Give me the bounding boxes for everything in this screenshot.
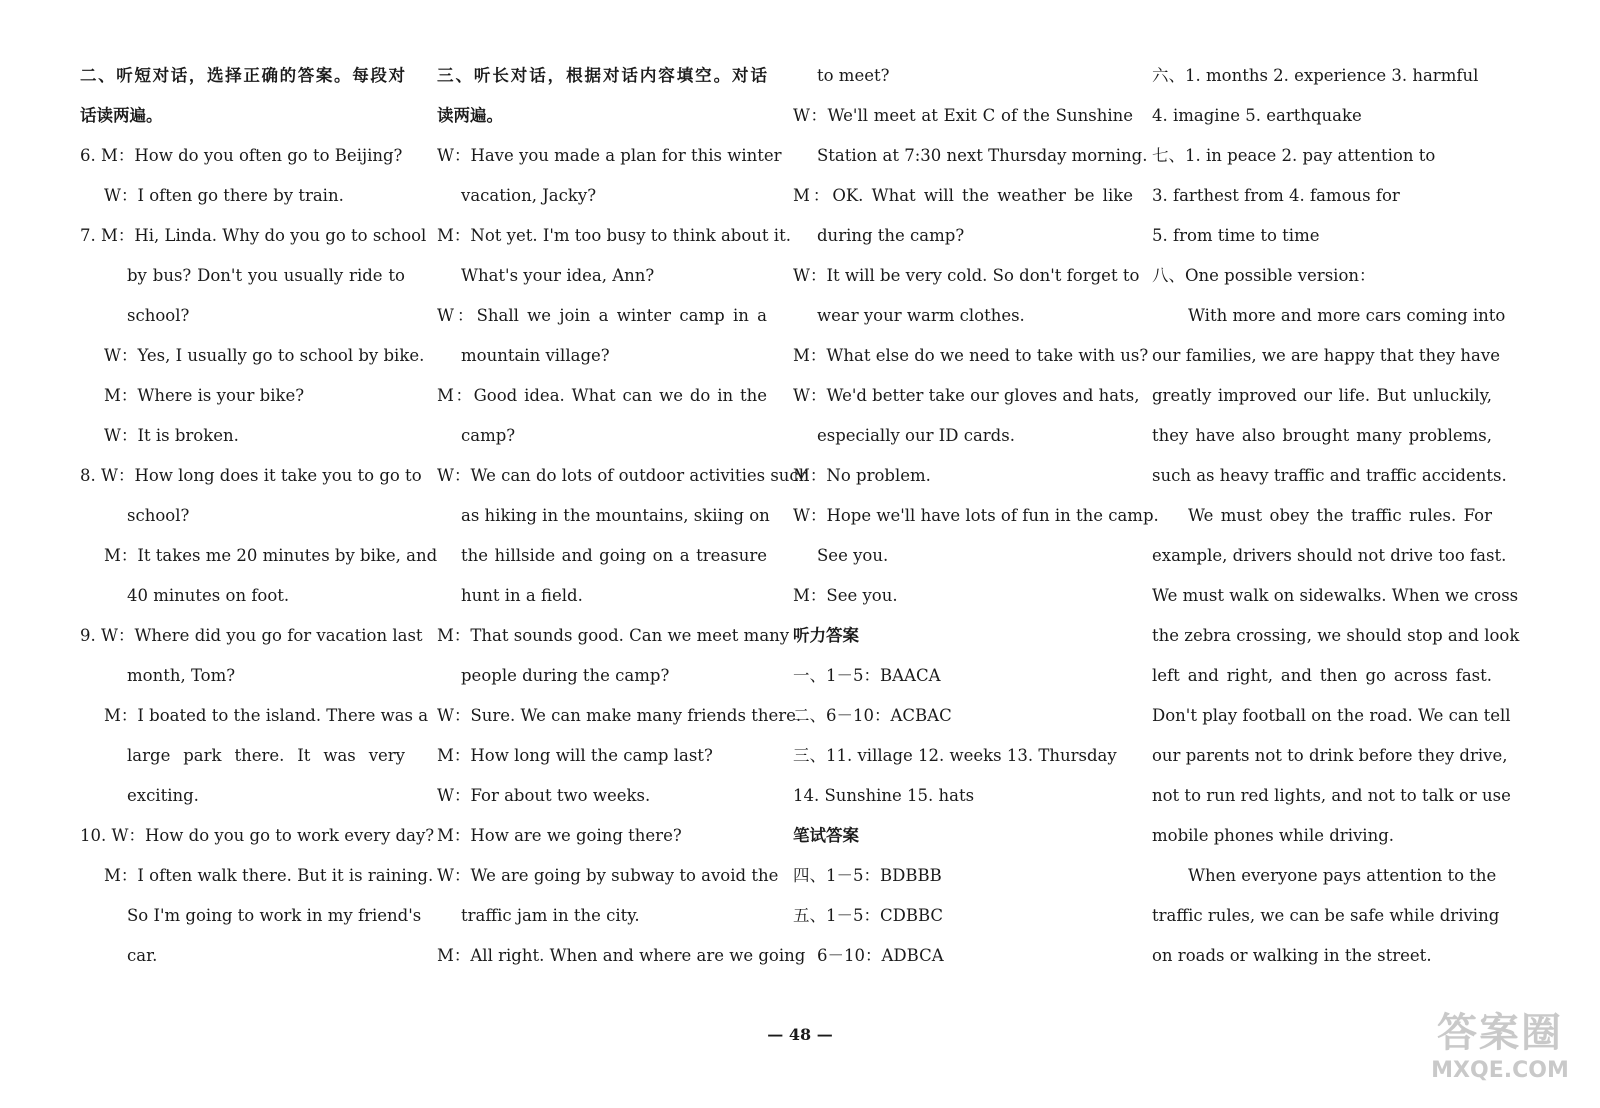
- text-line: 4. imagine 5. earthquake: [1152, 106, 1362, 125]
- text-line: 二、听短对话，选择正确的答案。每段对: [80, 66, 405, 85]
- text-line: 三、听长对话，根据对话内容填空。对话: [437, 66, 767, 85]
- text-line: 7. M：Hi, Linda. Why do you go to school: [80, 226, 427, 245]
- text-line: hunt in a field.: [461, 586, 583, 605]
- text-line: We must walk on sidewalks. When we cross: [1152, 586, 1519, 605]
- text-line: 八、One possible version：: [1152, 266, 1376, 285]
- watermark-top: 答案圈: [1437, 1010, 1563, 1056]
- text-line: people during the camp?: [461, 666, 670, 685]
- text-line: greatly improved our life. But unluckily,: [1152, 386, 1492, 405]
- text-line: the zebra crossing, we should stop and look: [1152, 626, 1520, 645]
- text-line: school?: [127, 506, 190, 525]
- text-line: 三、11. village 12. weeks 13. Thursday: [793, 746, 1117, 765]
- text-line: Station at 7:30 next Thursday morning.: [817, 146, 1148, 165]
- text-line: M：How are we going there?: [437, 826, 682, 845]
- text-line: to meet?: [817, 66, 890, 85]
- text-line: M：No problem.: [793, 466, 931, 485]
- text-line: 四、1－5：BDBBB: [793, 866, 942, 885]
- text-line: W：It will be very cold. So don't forget to: [793, 266, 1140, 285]
- text-line: vacation, Jacky?: [461, 186, 597, 205]
- column-3: [793, 56, 1159, 976]
- text-line: 14. Sunshine 15. hats: [793, 786, 975, 805]
- text-line: 七、1. in peace 2. pay attention to: [1152, 146, 1436, 165]
- text-line: W：Yes, I usually go to school by bike.: [104, 346, 425, 365]
- text-line: 6. M：How do you often go to Beijing?: [80, 146, 403, 165]
- text-line: 笔试答案: [793, 826, 859, 845]
- text-line: the hillside and going on a treasure: [461, 546, 767, 565]
- text-line: traffic jam in the city.: [461, 906, 640, 925]
- text-line: M：See you.: [793, 586, 898, 605]
- text-line: such as heavy traffic and traffic accidents.: [1152, 466, 1507, 485]
- text-line: 6－10：ADBCA: [817, 946, 944, 965]
- text-line: M：What else do we need to take with us?: [793, 346, 1149, 365]
- text-line: especially our ID cards.: [817, 426, 1015, 445]
- text-line: With more and more cars coming into: [1188, 306, 1506, 325]
- text-line: 5. from time to time: [1152, 226, 1320, 245]
- text-line: month, Tom?: [127, 666, 236, 685]
- text-line: car.: [127, 946, 158, 965]
- text-line: M：How long will the camp last?: [437, 746, 713, 765]
- watermark-bottom: MXQE.COM: [1431, 1058, 1569, 1083]
- text-line: Don't play football on the road. We can tell: [1152, 706, 1511, 725]
- text-line: W：We'd better take our gloves and hats,: [793, 386, 1140, 405]
- column-1: [80, 56, 438, 976]
- text-line: our parents not to drink before they drive,: [1152, 746, 1508, 765]
- text-line: W：We can do lots of outdoor activities such: [437, 466, 810, 485]
- text-line: by bus? Don't you usually ride to: [127, 266, 405, 285]
- text-line: M：Where is your bike?: [104, 386, 305, 405]
- text-line: W：We are going by subway to avoid the: [437, 866, 779, 885]
- text-line: left and right, and then go across fast.: [1152, 666, 1492, 685]
- text-line: they have also brought many problems,: [1152, 426, 1492, 445]
- text-line: traffic rules, we can be safe while driving: [1152, 906, 1500, 925]
- text-line: M：Not yet. I'm too busy to think about it.: [437, 226, 791, 245]
- text-line: W：We'll meet at Exit C of the Sunshine: [793, 106, 1133, 125]
- text-line: not to run red lights, and not to talk or use: [1152, 786, 1511, 805]
- text-line: during the camp?: [817, 226, 965, 245]
- text-line: 二、6－10：ACBAC: [793, 706, 952, 725]
- text-line: mountain village?: [461, 346, 610, 365]
- text-line: camp?: [461, 426, 516, 445]
- text-line: 读两遍。: [437, 106, 503, 125]
- text-line: W：Shall we join a winter camp in a: [437, 306, 767, 325]
- page-number: — 48 —: [767, 1025, 833, 1044]
- text-line: 五、1－5：CDBBC: [793, 906, 944, 925]
- text-line: mobile phones while driving.: [1152, 826, 1395, 845]
- text-line: M：That sounds good. Can we meet many: [437, 626, 790, 645]
- text-line: M：I often walk there. But it is raining.: [104, 866, 434, 885]
- text-line: school?: [127, 306, 190, 325]
- column-2: [437, 56, 810, 976]
- text-line: 话读两遍。: [80, 106, 163, 125]
- text-line: 一、1－5：BAACA: [793, 666, 941, 685]
- text-line: 六、1. months 2. experience 3. harmful: [1152, 66, 1479, 85]
- text-line: 3. farthest from 4. famous for: [1152, 186, 1400, 205]
- text-line: wear your warm clothes.: [817, 306, 1025, 325]
- text-line: M：OK. What will the weather be like: [793, 186, 1133, 205]
- text-line: W：Sure. We can make many friends there.: [437, 706, 802, 725]
- text-line: large park there. It was very: [127, 746, 405, 765]
- watermark-logo: [1420, 1008, 1580, 1094]
- text-line: on roads or walking in the street.: [1152, 946, 1432, 965]
- text-line: W：Hope we'll have lots of fun in the camp.: [793, 506, 1159, 525]
- text-line: W：For about two weeks.: [437, 786, 651, 805]
- text-line: M：Good idea. What can we do in the: [437, 386, 767, 405]
- text-line: example, drivers should not drive too fast.: [1152, 546, 1507, 565]
- text-line: W：It is broken.: [104, 426, 239, 445]
- text-line: We must obey the traffic rules. For: [1188, 506, 1492, 525]
- text-line: When everyone pays attention to the: [1188, 866, 1497, 885]
- text-line: W：Have you made a plan for this winter: [437, 146, 782, 165]
- column-4: [1152, 56, 1520, 976]
- text-line: See you.: [817, 546, 889, 565]
- text-line: M：I boated to the island. There was a: [104, 706, 429, 725]
- text-line: 40 minutes on foot.: [127, 586, 290, 605]
- text-line: 听力答案: [793, 626, 859, 645]
- text-line: 8. W：How long does it take you to go to: [80, 466, 422, 485]
- text-line: M：It takes me 20 minutes by bike, and: [104, 546, 438, 565]
- text-line: What's your idea, Ann?: [461, 266, 655, 285]
- text-line: M：All right. When and where are we going: [437, 946, 806, 965]
- text-line: So I'm going to work in my friend's: [127, 906, 422, 925]
- text-line: W：I often go there by train.: [104, 186, 344, 205]
- text-line: our families, we are happy that they have: [1152, 346, 1500, 365]
- text-line: exciting.: [127, 786, 199, 805]
- text-line: 10. W：How do you go to work every day?: [80, 826, 435, 845]
- text-line: as hiking in the mountains, skiing on: [461, 506, 770, 525]
- text-line: 9. W：Where did you go for vacation last: [80, 626, 423, 645]
